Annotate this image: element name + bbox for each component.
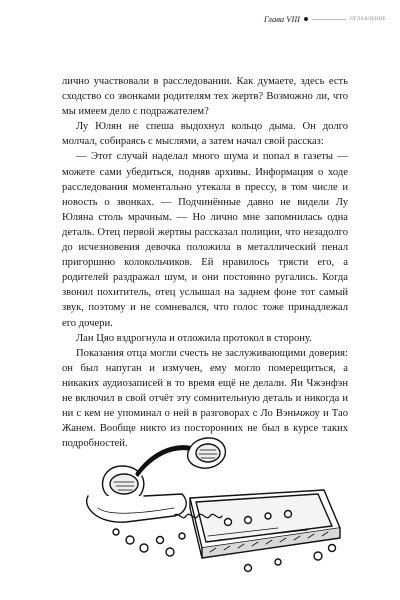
paragraph: — Этот случай наделал много шума и попал в газеты — можете сами убедиться, подняв архивы. Информация о ходе расследования моментально утекала в прессу, в том числе и новость о звонках. — Подчинённые давно не видели Лу Юляна столь мрачным. — Но лично мне запомнилась одна деталь. Отец первой жертвы рассказал полиции, что незадолго до исчезновения девочка положила в металлический пенал пригоршню колокольчиков. Ей нравилось трясти его, а родителей раздражал шум, и они постоянно ругались. Когда звонил похититель, отец услышал на заднем фоне тот самый звук, поэтому и не сомневался, что голос тоже принадлежал его дочери.	[62, 151, 348, 329]
header-subtitle: ОГЛАВЛЕНИЕ	[350, 16, 386, 22]
paragraph: лично участвовали в расследовании. Как думаете, здесь есть сходство со звонками родителям тех жертв? Возможно ли, что мы имеем дело с подражателем?	[62, 76, 348, 118]
paragraph: Лан Цяо вздрогнула и отложила протокол в сторону.	[76, 332, 312, 344]
header-rule	[312, 19, 346, 20]
header-bullet	[304, 17, 308, 21]
chapter-title: Глава VIII	[263, 14, 300, 24]
paragraph: Показания отца могли счесть не заслуживающими доверия: он был напуган и измучен, ему могло померещиться, а никаких аудиозаписей в то время ещё не делали. Яи Чжэнфэн не включил в свой отчёт эту сомнительную деталь и никогда и ни с кем не упоминал о ней в разговорах с Ло Вэньчжоу и Тао Жанем. Вообще никто из посторонних не был в курсе таких подробностей.	[62, 347, 348, 450]
paragraph: Лу Юлян не спеша выдохнул кольцо дыма. Он долго молчал, собираясь с мыслями, а затем начал свой рассказ:	[62, 121, 348, 148]
telephone-illustration	[78, 436, 348, 576]
running-header	[264, 14, 386, 24]
body-text	[62, 74, 348, 451]
